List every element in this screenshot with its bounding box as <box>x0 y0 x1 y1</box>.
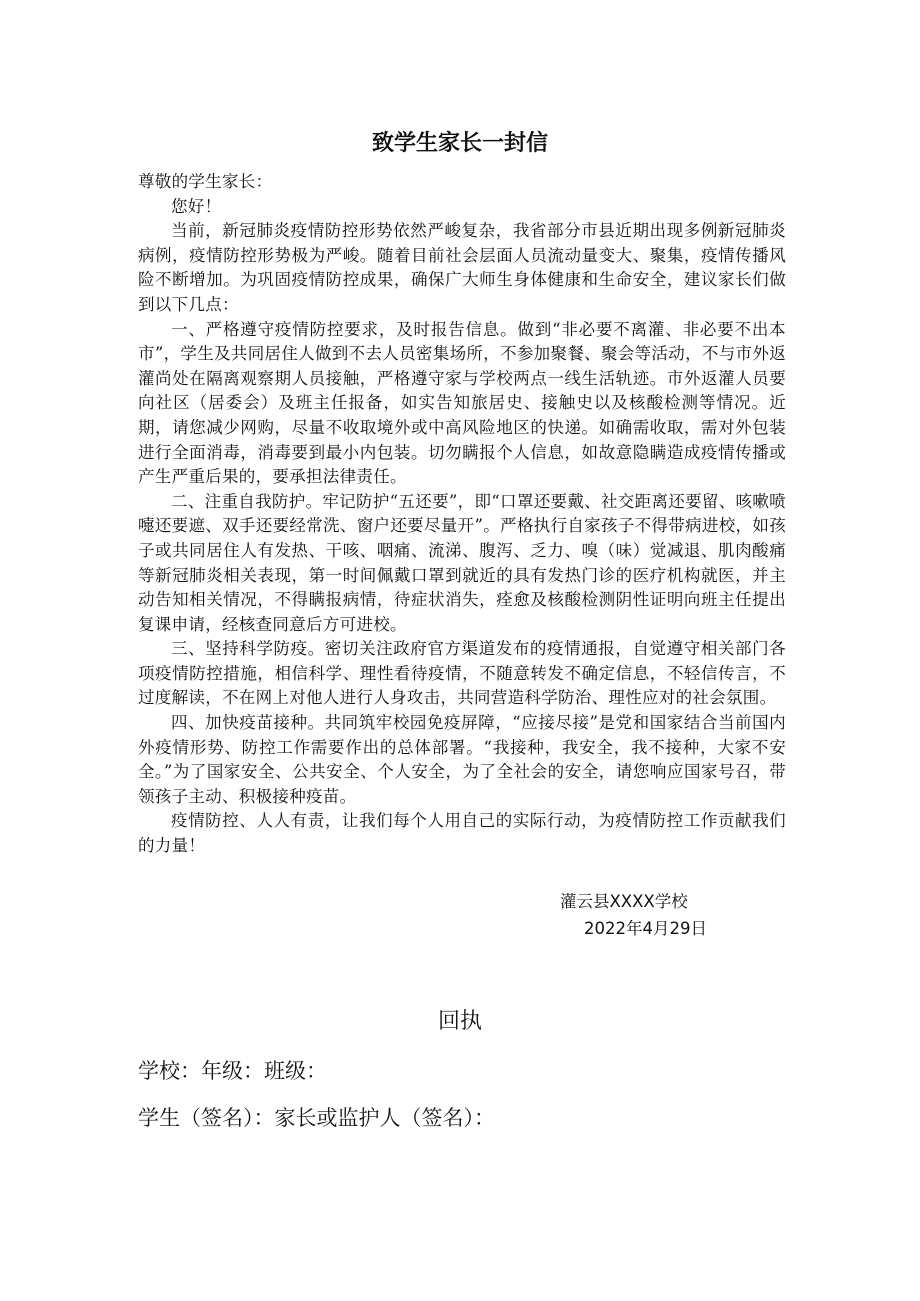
salutation: 尊敬的学生家长： <box>138 172 273 191</box>
closing-paragraph: 疫情防控、人人有责，让我们每个人用自己的实际行动，为疫情防控工作贡献我们的力量！ <box>138 811 786 856</box>
receipt-school-grade-class-line: 学校：年级：班级： <box>138 1059 327 1083</box>
point-2-paragraph: 二、注重自我防护。牢记防护“五还要”，即“口罩还要戴、社交距离还要留、咳嗽喷嚏还要遮、双手还要经常洗、窗户还要尽量开”。严格执行自家孩子不得带病进校，如孩子或共同居住人有发热、干咳、咽痛、流涕、腹泻、乏力、嗅（味）觉减退、肌肉酸痛等新冠肺炎相关表现，第一时间佩戴口罩到就近的具有发热门诊的医疗机构就医，并主动告知相关情况，不得瞒报病情，待症状消失，痊愈及核酸检测阴性证明向班主任提出复课申请，经核查同意后方可进校。 <box>138 491 786 634</box>
signature-school: 灌云县XXXX学校 <box>560 892 688 911</box>
signature-date: 2022年4月29日 <box>584 919 707 938</box>
point-1-paragraph: 一、严格遵守疫情防控要求，及时报告信息。做到“非必要不离灌、非必要不出本市”，学生及共同居住人做到不去人员密集场所，不参加聚餐、聚会等活动，不与市外返灌尚处在隔离观察期人员接触，严格遵守家与学校两点一线生活轨迹。市外返灌人员要向社区（居委会）及班主任报备，如实告知旅居史、接触史以及核酸检测等情况。近期，请您减少网购，尽量不收取境外或中高风险地区的快递。如确需收取，需对外包装进行全面消毒，消毒要到最小内包装。切勿瞒报个人信息，如故意隐瞒造成疫情传播或产生严重后果的，要承担法律责任。 <box>138 319 786 487</box>
receipt-title: 回执 <box>437 1009 482 1034</box>
point-4-paragraph: 四、加快疫苗接种。共同筑牢校园免疫屏障，“应接尽接”是党和国家结合当前国内外疫情形势、防控工作需要作出的总体部署。“我接种，我安全，我不接种，大家不安全。”为了国家安全、公共安全、个人安全，为了全社会的安全，请您响应国家号召，带领孩子主动、积极接种疫苗。 <box>138 713 786 806</box>
letter-body <box>138 170 786 859</box>
point-3-paragraph: 三、坚持科学防疫。密切关注政府官方渠道发布的疫情通报，自觉遵守相关部门各项疫情防控措施，相信科学、理性看待疫情，不随意转发不确定信息，不轻信传言，不过度解读，不在网上对他人进行人身攻击，共同营造科学防治、理性应对的社会氛围。 <box>138 639 786 708</box>
receipt-signature-line: 学生（签名）：家长或监护人（签名）： <box>138 1106 495 1130</box>
intro-paragraph: 当前，新冠肺炎疫情防控形势依然严峻复杂，我省部分市县近期出现多例新冠肺炎病例，疫情防控形势极为严峻。随着目前社会层面人员流动量变大、聚集，疫情传播风险不断增加。为巩固疫情防控成果，确保广大师生身体健康和生命安全，建议家长们做到以下几点： <box>138 221 786 314</box>
letter-title: 致学生家长一封信 <box>371 131 548 156</box>
greeting-paragraph: 您好！ <box>171 196 222 216</box>
